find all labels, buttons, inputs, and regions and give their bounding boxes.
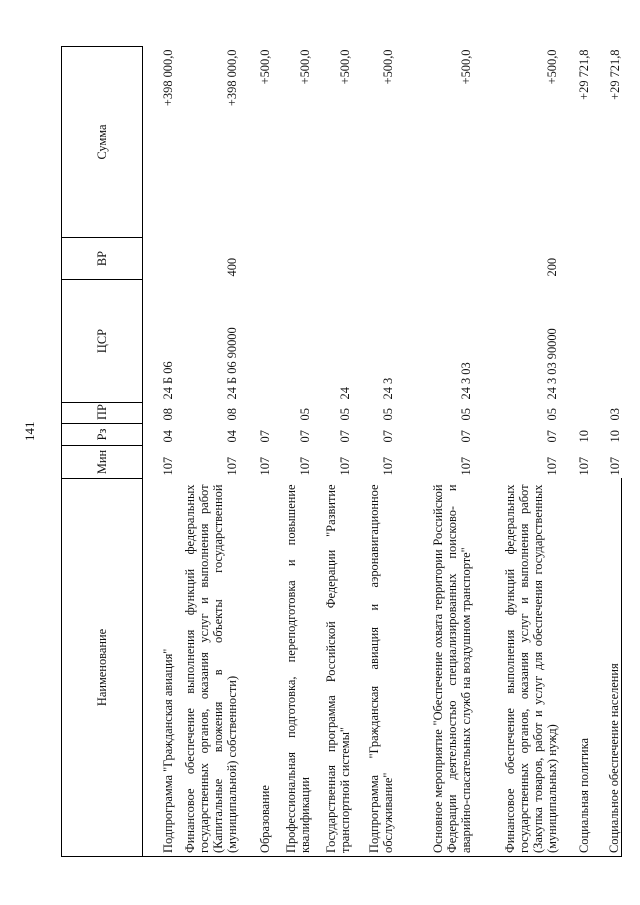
cell-name: Основное мероприятие "Обеспечение охвата территории Российской Федерации деятельностью специализированных поисково- и аварийно-спасательных служб на воздушном транспорте" bbox=[395, 479, 473, 857]
cell-sum: +398 000,0 bbox=[161, 49, 175, 107]
cell-name: Образование bbox=[239, 479, 272, 857]
header-rz: Рз bbox=[62, 424, 143, 446]
cell-csr bbox=[591, 280, 622, 403]
cell-sum: +29 721,8 bbox=[607, 49, 622, 100]
cell-min: 107 bbox=[607, 456, 622, 476]
cell-pr: 08 bbox=[225, 408, 239, 421]
table-row bbox=[143, 47, 176, 857]
cell-name: Финансовое обеспечение выполнения функций федеральных государственных органов, оказания услуг и выполнения работ (Капитальные вложения в объекты государственной (муниципальной) собственности) bbox=[175, 479, 239, 857]
cell-vr: 400 bbox=[225, 257, 239, 277]
cell-vr bbox=[591, 238, 622, 280]
cell-min: 107 bbox=[338, 456, 352, 476]
table-row bbox=[395, 47, 473, 857]
rotated-page-content bbox=[61, 47, 622, 857]
table-row bbox=[352, 47, 395, 857]
table-row bbox=[239, 47, 272, 857]
cell-pr bbox=[239, 403, 272, 424]
cell-min: 107 bbox=[298, 456, 312, 476]
cell-sum: +500,0 bbox=[258, 49, 272, 85]
cell-vr bbox=[352, 238, 395, 280]
cell-vr bbox=[272, 238, 312, 280]
cell-sum: +500,0 bbox=[338, 49, 352, 85]
cell-csr: 24 Б 06 bbox=[161, 361, 175, 400]
cell-vr: 200 bbox=[545, 257, 559, 277]
cell-min: 107 bbox=[577, 456, 591, 476]
cell-min: 107 bbox=[545, 456, 559, 476]
cell-min: 107 bbox=[225, 456, 239, 476]
page-number: 141 bbox=[22, 421, 37, 441]
cell-name: Подпрограмма "Гражданская авиация" bbox=[143, 479, 176, 857]
cell-pr: 05 bbox=[381, 408, 395, 421]
cell-sum: +500,0 bbox=[545, 49, 559, 85]
table-row bbox=[591, 47, 622, 857]
cell-sum: +398 000,0 bbox=[225, 49, 239, 107]
cell-pr: 05 bbox=[459, 408, 473, 421]
cell-vr bbox=[312, 238, 352, 280]
table-header-row bbox=[62, 47, 143, 857]
cell-csr bbox=[239, 280, 272, 403]
table-row bbox=[312, 47, 352, 857]
cell-pr bbox=[559, 403, 591, 424]
cell-rz: 07 bbox=[459, 430, 473, 443]
cell-pr: 05 bbox=[338, 408, 352, 421]
cell-min: 107 bbox=[459, 456, 473, 476]
cell-sum: +29 721,8 bbox=[577, 49, 591, 100]
cell-name: Финансовое обеспечение выполнения функций федеральных государственных органов, оказания услуг и выполнения работ (Закупка товаров, работ и услуг для обеспечения государственных (муниципальных) нужд) bbox=[473, 479, 559, 857]
cell-rz: 04 bbox=[225, 430, 239, 443]
cell-pr: 05 bbox=[545, 408, 559, 421]
cell-name: Профессиональная подготовка, переподготовка и повышение квалификации bbox=[272, 479, 312, 857]
cell-name: Социальная политика bbox=[559, 479, 591, 857]
budget-table bbox=[61, 46, 622, 857]
cell-vr bbox=[143, 238, 176, 280]
cell-pr: 08 bbox=[161, 408, 175, 421]
cell-min: 107 bbox=[161, 456, 175, 476]
cell-rz: 10 bbox=[607, 430, 622, 443]
cell-rz: 07 bbox=[258, 430, 272, 443]
cell-rz: 07 bbox=[298, 430, 312, 443]
cell-sum: +500,0 bbox=[381, 49, 395, 85]
cell-pr: 03 bbox=[607, 408, 622, 421]
cell-rz: 07 bbox=[545, 430, 559, 443]
cell-csr: 24 3 03 bbox=[459, 362, 473, 400]
cell-csr: 24 3 bbox=[381, 377, 395, 400]
cell-min: 107 bbox=[258, 456, 272, 476]
cell-name: Государственная программа Российской Федерации "Развитие транспортной системы" bbox=[312, 479, 352, 857]
cell-name: Подпрограмма "Гражданская авиация и аэронавигационное обслуживание" bbox=[352, 479, 395, 857]
header-min: Мин bbox=[62, 446, 143, 479]
cell-pr: 05 bbox=[298, 408, 312, 421]
cell-sum: +500,0 bbox=[298, 49, 312, 85]
header-csr: ЦСР bbox=[62, 280, 143, 403]
cell-sum: +500,0 bbox=[459, 49, 473, 85]
cell-min: 107 bbox=[381, 456, 395, 476]
table-row bbox=[272, 47, 312, 857]
cell-csr bbox=[559, 280, 591, 403]
cell-rz: 07 bbox=[338, 430, 352, 443]
table-row bbox=[559, 47, 591, 857]
cell-csr bbox=[272, 280, 312, 403]
cell-rz: 07 bbox=[381, 430, 395, 443]
cell-csr: 24 Б 06 90000 bbox=[225, 327, 239, 400]
cell-name: Социальное обеспечение населения bbox=[591, 479, 622, 857]
cell-vr bbox=[395, 238, 473, 280]
cell-vr bbox=[239, 238, 272, 280]
header-name: Наименование bbox=[62, 479, 143, 857]
cell-vr bbox=[559, 238, 591, 280]
header-vr: ВР bbox=[62, 238, 143, 280]
table-row bbox=[473, 47, 559, 857]
table-row bbox=[175, 47, 239, 857]
header-sum: Сумма bbox=[62, 47, 143, 238]
cell-csr: 24 bbox=[338, 387, 352, 400]
cell-csr: 24 3 03 90000 bbox=[545, 328, 559, 400]
cell-rz: 10 bbox=[577, 430, 591, 443]
header-pr: ПР bbox=[62, 403, 143, 424]
cell-rz: 04 bbox=[161, 430, 175, 443]
